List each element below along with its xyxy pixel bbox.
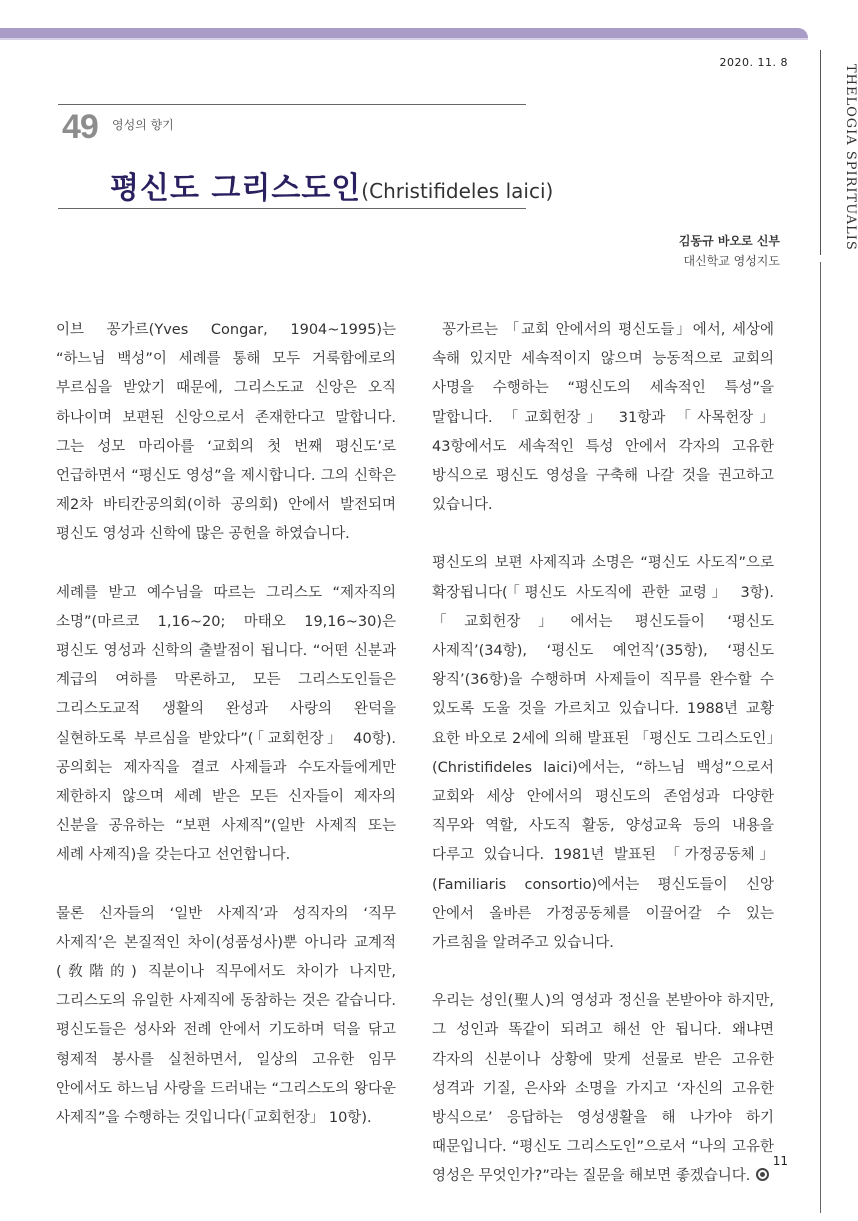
page-number: 11	[772, 1154, 788, 1168]
top-decorative-band	[0, 28, 808, 38]
issue-number: 49	[62, 108, 98, 146]
article-title-latin: (Christifideles laici)	[361, 179, 554, 203]
paragraph: 이브 꽁가르(Yves Congar, 1904~1995)는 “하느님 백성”이 세례를 통해 모두 거룩함에로의 부르심을 받았기 때문에, 그리스도교 신앙은 오직 하나이며 보편된 신앙으로서 존재한다고 말합니다. 그는 성모 마리아를 ‘교회의 첫 번째 평신도’로 언급하면서 “평신도 영성”을 제시합니다. 그의 신학은 제2차 바티칸공의회(이하 공의회) 안에서 발전되며 평신도 영성과 신학에 많은 공헌을 하였습니다.	[56, 322, 396, 543]
series-name: 영성의 향기	[112, 118, 174, 132]
body-column-right	[432, 316, 774, 1221]
paragraph: 세례를 받고 예수님을 따르는 그리스도 “제자직의 소명”(마르코 1,16~20; 마태오 19,16~30)은 평신도 영성과 신학의 출발점이 됩니다. “어떤 신분과 계급의 여하를 막론하고, 모든 그리스도인들은 그리스도교적 생활의 완성과 사랑의 완덕을 실현하도록 부르심을 받았다”(「교회헌장」 40항). 공의회는 제자직을 결코 사제들과 수도자들에게만 제한하지 않으며 세례 받은 모든 신자들이 제자의 신분을 공유하는 “보편 사제직”(일반 사제직 또는 세례 사제직)을 갖는다고 선언합니다.	[56, 584, 396, 864]
side-divider-bottom	[820, 262, 821, 1213]
article-title-korean: 평신도 그리스도인	[110, 171, 362, 206]
paragraph: 평신도의 보편 사제직과 소명은 “평신도 사도직”으로 확장됩니다(「평신도 사도직에 관한 교령」 3항). 「교회헌장」에서는 평신도들이 ‘평신도 사제직’(34항), ‘평신도 예언직’(35항), ‘평신도 왕직’(36항)을 수행하며 사제들이 직무를 완수할 수 있도록 도울 것을 가르치고 있습니다. 1988년 교황 요한 바오로 2세에 의해 발표된 「평신도 그리스도인」(Christifideles laici)에서는, “하느님 백성”으로서 교회와 세상 안에서의 평신도의 존엄성과 다양한 직무와 역할, 사도직 활동, 양성교육 등의 내용을 다루고 있습니다. 1981년 발표된 「가정공동체」(Familiaris consortio)에서는 평신도들이 신앙 안에서 올바른 가정공동체를 이끌어갈 수 있는 가르침을 알려주고 있습니다.	[432, 555, 774, 952]
body-column-left	[56, 316, 396, 1162]
article-title	[110, 163, 553, 207]
paragraph	[432, 987, 774, 1191]
side-section-label: THELOGIA SPIRITUALIS	[843, 64, 858, 251]
author-name: 김동규 바오로 신부	[678, 234, 780, 248]
end-mark-icon	[756, 1168, 769, 1181]
paragraph: 꽁가르는 「교회 안에서의 평신도들」에서, 세상에 속해 있지만 세속적이지 않으며 능동적으로 교회의 사명을 수행하는 “평신도의 세속적인 특성”을 말합니다. 「교회헌장」 31항과 「사목헌장」 43항에서도 세속적인 특성 안에서 각자의 고유한 방식으로 평신도 영성을 구축해 나갈 것을 권고하고 있습니다.	[432, 322, 774, 514]
author-affiliation: 대신학교 영성지도	[683, 254, 780, 268]
paragraph-text: 우리는 성인(聖人)의 영성과 정신을 본받아야 하지만, 그 성인과 똑같이 되려고 해선 안 됩니다. 왜냐면 각자의 신분이나 상황에 맞게 선물로 받은 고유한 성격과 기질, 은사와 소명을 가지고 ‘자신의 고유한 방식으로’ 응답하는 영성생활을 해 나가야 하기 때문입니다. “평신도 그리스도인”으로서 “나의 고유한 영성은 무엇인가?”라는 질문을 해보면 좋겠습니다.	[432, 993, 774, 1185]
author-block	[679, 232, 780, 269]
header-rule-top	[58, 104, 526, 105]
header-rule-bottom	[58, 208, 526, 209]
paragraph: 물론 신자들의 ‘일반 사제직’과 성직자의 ‘직무 사제직’은 본질적인 차이(성품성사)뿐 아니라 교계적(敎階的) 직분이나 직무에서도 차이가 나지만, 그리스도의 유일한 사제직에 동참하는 것은 같습니다. 평신도들은 성사와 전례 안에서 기도하며 덕을 닦고 형제적 봉사를 실천하면서, 일상의 고유한 임무 안에서도 하느님 사랑을 드러내는 “그리스도의 왕다운 사제직”을 수행하는 것입니다(「교회헌장」 10항).	[56, 905, 396, 1127]
top-band-shadow	[0, 38, 808, 40]
issue-date: 2020. 11. 8	[719, 56, 788, 69]
